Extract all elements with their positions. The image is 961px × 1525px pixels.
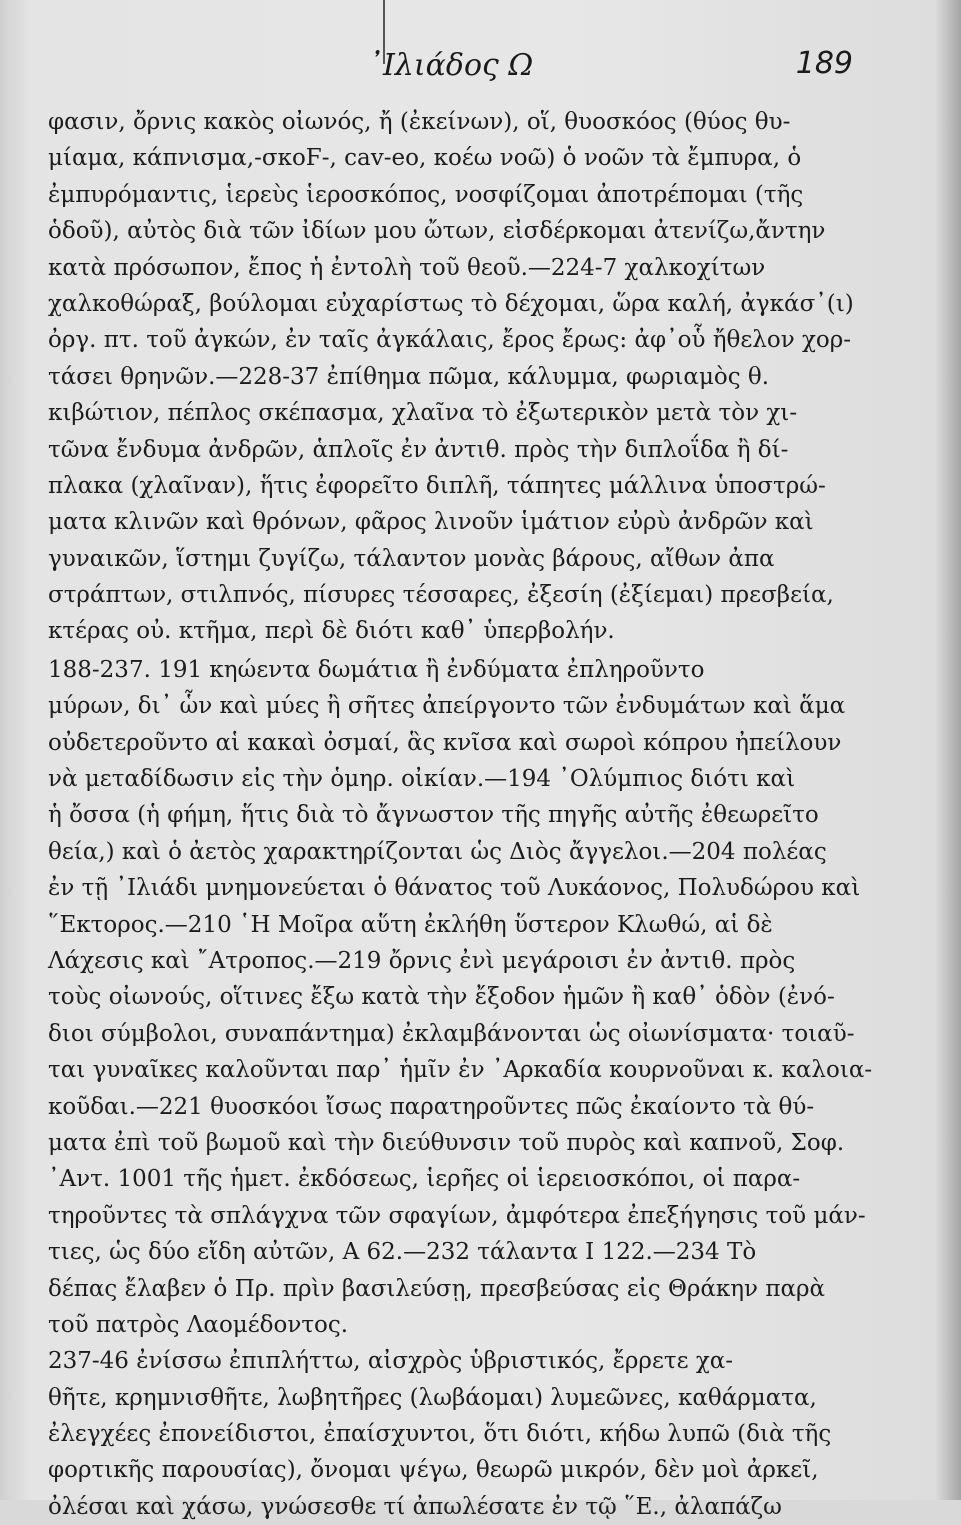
page-header bbox=[0, 44, 961, 88]
text-line: φορτικῆς παρουσίας), ὄνομαι ψέγω, θεωρῶ μικρόν, δὲν μοὶ ἀρκεῖ, bbox=[48, 1457, 819, 1484]
text-line: τιες, ὡς δύο εἴδη αὐτῶν, Α 62.—232 τάλαντα Ι 122.—234 Τὸ bbox=[48, 1239, 757, 1266]
text-line: θῆτε, κρημνισθῆτε, λωβητῆρες (λωβάομαι) λυμεῶνες, καθάρματα, bbox=[48, 1384, 817, 1411]
text-line: ἡ ὄσσα (ἡ φήμη, ἥτις διὰ τὸ ἄγνωστον τῆς πηγῆς αὐτῆς ἐθεωρεῖτο bbox=[48, 802, 819, 829]
text-line: ἐμπυρόμαντις, ἱερεὺς ἱεροσκόπος, νοσφίζομαι ἀποτρέπομαι (τῆς bbox=[48, 181, 804, 208]
text-line: ὀργ. πτ. τοῦ ἀγκών, ἐν ταῖς ἀγκάλαις, ἔρος ἔρως: ἀφ᾽οὗ ἤθελον χορ- bbox=[48, 327, 852, 354]
scan-shadow bbox=[935, 0, 961, 1500]
text-line: ἐλεγχέες ἐπονείδιστοι, ἐπαίσχυντοι, ὅτι διότι, κήδω λυπῶ (διὰ τῆς bbox=[48, 1421, 832, 1448]
commentary-text bbox=[48, 104, 873, 1525]
text-line: κιβώτιον, πέπλος σκέπασμα, χλαῖνα τὸ ἐξωτερικὸν μετὰ τὸν χι- bbox=[48, 400, 798, 427]
text-line: κοῦδαι.—221 θυοσκόοι ἴσως παρατηροῦντες πῶς ἐκαίοντο τὰ θύ- bbox=[48, 1093, 815, 1120]
text-line: ὁδοῦ), αὐτὸς διὰ τῶν ἰδίων μου ὤτων, εἰσδέρκομαι ἀτενίζω,ἄντην bbox=[48, 218, 826, 245]
section-heading-line: 237-46 ἐνίσσω ἐπιπλήττω, αἰσχρὸς ὑβριστικός, ἔρρετε χα- bbox=[48, 1348, 734, 1375]
text-line: τῶνα ἔνδυμα ἀνδρῶν, ἁπλοῖς ἐν ἀντιθ. πρὸς τὴν διπλοΐδα ἢ δί- bbox=[48, 436, 789, 463]
text-line: τάσει θρηνῶν.—228-37 ἐπίθημα πῶμα, κάλυμμα, φωριαμὸς θ. bbox=[48, 363, 770, 390]
text-line: μίαμα, κάπνισμα,-σκοϜ-, cav-eo, κοέω νοῶ) ὁ νοῶν τὰ ἔμπυρα, ὁ bbox=[48, 145, 802, 172]
text-line: τοὺς οἰωνούς, οἵτινες ἔξω κατὰ τὴν ἔξοδον ἡμῶν ἢ καθ᾽ ὁδὸν (ἐνό- bbox=[48, 984, 835, 1011]
text-line: ᾽Αντ. 1001 τῆς ἡμετ. ἐκδόσεως, ἱερῆες οἱ ἱερειοσκόποι, οἱ παρα- bbox=[48, 1166, 801, 1193]
text-line: τηροῦντες τὰ σπλάγχνα τῶν σφαγίων, ἀμφότερα ἐπεξήγησις τοῦ μάν- bbox=[48, 1202, 866, 1229]
text-line: θεία,) καὶ ὁ ἀετὸς χαρακτηρίζονται ὡς Διὸς ἄγγελοι.—204 πολέας bbox=[48, 838, 827, 865]
text-line: δέπας ἔλαβεν ὁ Πρ. πρὶν βασιλεύσῃ, πρεσβεύσας εἰς Θράκην παρὰ bbox=[48, 1275, 826, 1302]
text-line: στράπτων, στιλπνός, πίσυρες τέσσαρες, ἐξεσίη (ἐξίεμαι) πρεσβεία, bbox=[48, 582, 834, 609]
running-title: ᾽Ιλιάδος Ω bbox=[368, 48, 534, 83]
page-number: 189 bbox=[795, 46, 853, 81]
text-line: χαλκοθώραξ, βούλομαι εὐχαρίστως τὸ δέχομαι, ὥρα καλή, ἀγκάσ᾽(ι) bbox=[48, 290, 854, 317]
text-line: διοι σύμβολοι, συναπάντημα) ἐκλαμβάνονται ὡς οἰωνίσματα· τοιαῦ- bbox=[48, 1020, 855, 1047]
text-line: γυναικῶν, ἵστημι ζυγίζω, τάλαντον μονὰς βάρους, αἴθων ἀπα bbox=[48, 545, 775, 572]
text-line: ται γυναῖκες καλοῦνται παρ᾽ ἡμῖν ἐν ᾽Αρκαδία κουρνοῦναι κ. καλοια- bbox=[48, 1057, 873, 1084]
text-line: κατὰ πρόσωπον, ἔπος ἡ ἐντολὴ τοῦ θεοῦ.—224-7 χαλκοχίτων bbox=[48, 254, 766, 281]
text-line: Λάχεσις καὶ ῎Ατροπος.—219 ὄρνις ἐνὶ μεγάροισι ἐν ἀντιθ. πρὸς bbox=[48, 947, 796, 974]
text-line: ματα κλινῶν καὶ θρόνων, φᾶρος λινοῦν ἱμάτιον εὐρὺ ἀνδρῶν καὶ bbox=[48, 509, 814, 536]
section-heading-line: 188-237. 191 κηώεντα δωμάτια ἢ ἐνδύματα ἐπληροῦντο bbox=[48, 656, 705, 683]
text-line: οὐδετεροῦντο αἱ κακαὶ ὀσμαί, ἃς κνῖσα καὶ σωροὶ κόπρου ἠπείλουν bbox=[48, 729, 842, 756]
text-line: νὰ μεταδίδωσιν εἰς τὴν ὁμηρ. οἰκίαν.—194 ᾽Ολύμπιος διότι καὶ bbox=[48, 766, 796, 793]
text-line: μύρων, δι᾽ ὧν καὶ μύες ἢ σῆτες ἀπείργοντο τῶν ἐνδυμάτων καὶ ἅμα bbox=[48, 693, 846, 720]
text-line: φασιν, ὄρνις κακὸς οἰωνός, ἤ (ἐκείνων), οἵ, θυοσκόος (θύος θυ- bbox=[48, 109, 791, 135]
text-line: κτέρας οὐ. κτῆμα, περὶ δὲ διότι καθ᾽ ὑπερβολήν. bbox=[48, 618, 615, 645]
text-line: ῞Εκτορος.—210 ῾Η Μοῖρα αὕτη ἐκλήθη ὕστερον Κλωθώ, αἱ δὲ bbox=[48, 911, 773, 938]
text-line: ὀλέσαι καὶ χάσω, γνώσεσθε τί ἀπωλέσατε ἐν τῷ ῞Ε., ἀλαπάζω bbox=[48, 1493, 782, 1520]
text-line: πλακα (χλαῖναν), ἥτις ἐφορεῖτο διπλῆ, τάπητες μάλλινα ὑποστρώ- bbox=[48, 472, 826, 499]
text-line: τοῦ πατρὸς Λαομέδοντος. bbox=[48, 1311, 349, 1338]
text-line: ἐν τῇ ᾽Ιλιάδι μνημονεύεται ὁ θάνατος τοῦ Λυκάονος, Πολυδώρου καὶ bbox=[48, 875, 861, 902]
text-line: ματα ἐπὶ τοῦ βωμοῦ καὶ τὴν διεύθυνσιν τοῦ πυρὸς καὶ καπνοῦ, Σοφ. bbox=[48, 1129, 845, 1156]
